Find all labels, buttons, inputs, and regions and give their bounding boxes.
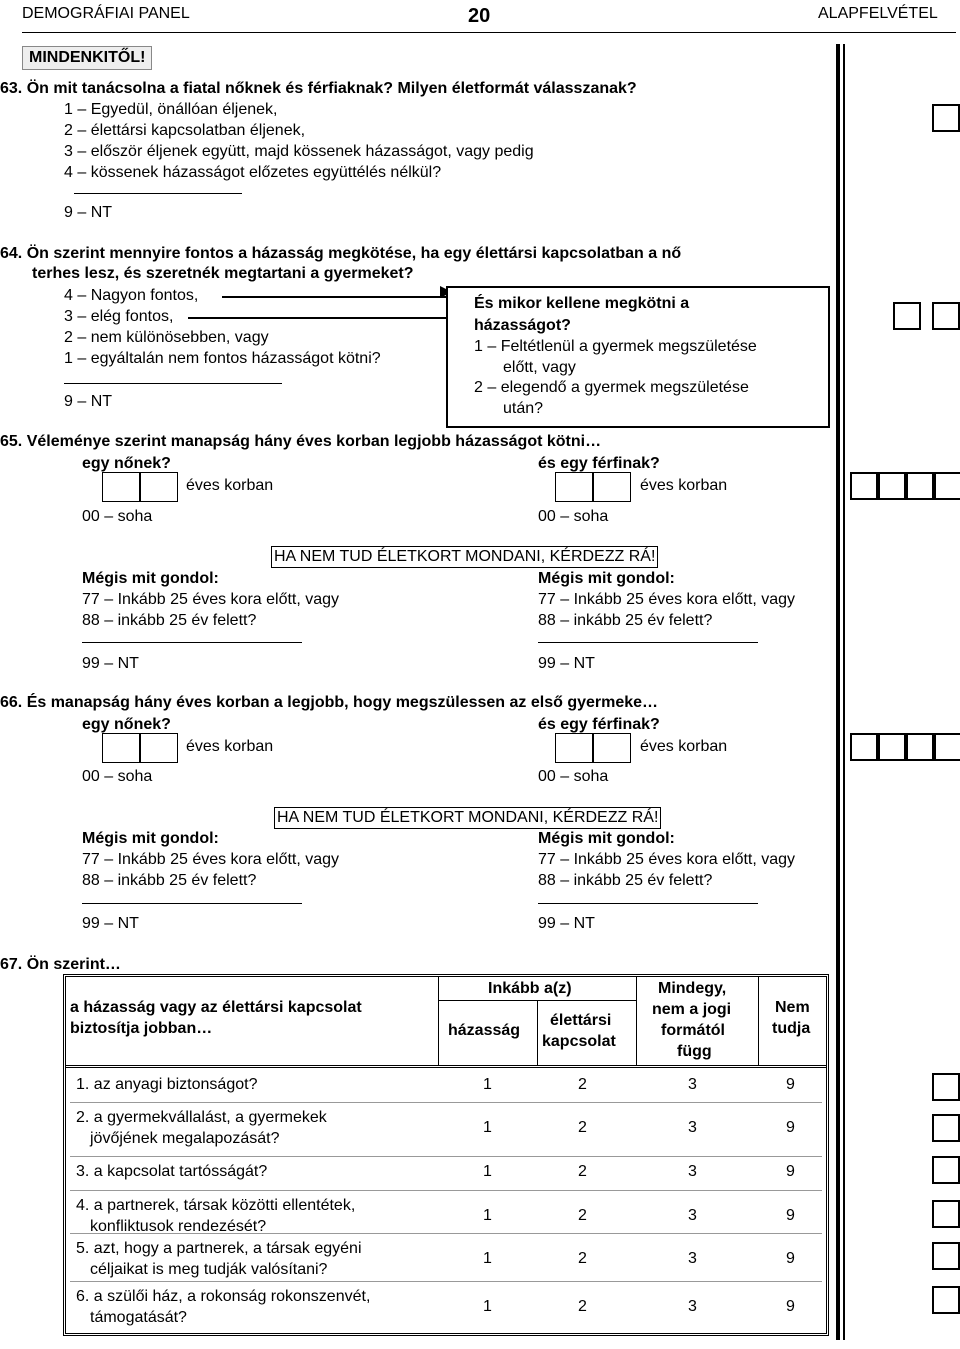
q65-women-digit-2[interactable] [140, 472, 178, 502]
q67-col-nemtudja-1: Nem [775, 999, 810, 1016]
q66-men-opt88: 88 – inkább 25 év felett? [538, 872, 713, 889]
q67-row-code[interactable]: 3 [688, 1298, 697, 1315]
followup-title-1: És mikor kellene megkötni a [474, 295, 690, 312]
margin-rule-thin [843, 44, 845, 1340]
q67-row-label-cont: konfliktusok rendezését? [90, 1218, 267, 1235]
followup-option-1a: 1 – Feltétlenül a gyermek megszületése [474, 338, 757, 355]
margin-rule-thick [836, 44, 840, 1340]
q67-row5-answer-box[interactable] [932, 1242, 960, 1270]
q66-women-probe: Mégis mit gondol: [82, 830, 219, 847]
q67-row-code[interactable]: 9 [786, 1119, 795, 1136]
q65-men-probe: Mégis mit gondol: [538, 570, 675, 587]
q67-row-code[interactable]: 3 [688, 1207, 697, 1224]
q64-line2: terhes lesz, és szeretnék megtartani a gyermeket? [32, 265, 414, 282]
q65-men-digit-2[interactable] [593, 472, 631, 502]
q65-men-nt: 99 – NT [538, 655, 595, 672]
q65-answer-box-4[interactable] [934, 472, 960, 500]
q67-row-separator [70, 1102, 822, 1103]
q63-option-2: 2 – élettársi kapcsolatban éljenek, [64, 122, 306, 139]
q66-women-nt: 99 – NT [82, 915, 139, 932]
q67-row-code[interactable]: 2 [578, 1250, 587, 1267]
q67-row-code[interactable]: 1 [483, 1207, 492, 1224]
arrow-line-2 [188, 317, 446, 319]
followup-option-2a: 2 – elegendő a gyermek megszületése [474, 379, 749, 396]
q63-option-3: 3 – először éljenek együtt, majd kössenek házasságot, vagy pedig [64, 143, 534, 160]
q65-women-nt: 99 – NT [82, 655, 139, 672]
q67-col-sep-1 [438, 977, 439, 1065]
q65-answer-box-2[interactable] [878, 472, 906, 500]
q66-men-divider [538, 903, 758, 904]
q66-men-digit-1[interactable] [555, 733, 593, 763]
q63-nt: 9 – NT [64, 204, 113, 221]
q67-row-code[interactable]: 9 [786, 1076, 795, 1093]
q63-text: 63. Ön mit tanácsolna a fiatal nőknek és férfiaknak? Milyen életformát válasszanak? [0, 80, 637, 97]
header-rule [22, 32, 956, 33]
q67-col-question-1: a házasság vagy az élettársi kapcsolat [70, 999, 362, 1016]
q67-row-code[interactable]: 9 [786, 1163, 795, 1180]
q64-nt: 9 – NT [64, 393, 113, 410]
header-left: DEMOGRÁFIAI PANEL [22, 5, 190, 22]
q67-row-separator [70, 1190, 822, 1191]
q65-men-label: és egy férfinak? [538, 455, 660, 472]
q66-instruction: HA NEM TUD ÉLETKORT MONDANI, KÉRDEZZ RÁ! [274, 807, 661, 829]
q64-option-1: 1 – egyáltalán nem fontos házasságot kötni? [64, 350, 381, 367]
followup-option-2b: után? [503, 400, 544, 417]
q67-header-rule [66, 1065, 826, 1068]
header-right: ALAPFELVÉTEL [818, 5, 938, 22]
q67-row-label: 2. a gyermekvállalást, a gyermekek [76, 1109, 327, 1126]
q67-col-sep-3 [758, 977, 759, 1065]
q65-instruction: HA NEM TUD ÉLETKORT MONDANI, KÉRDEZZ RÁ! [271, 546, 658, 568]
q65-answer-box-1[interactable] [850, 472, 878, 500]
q66-answer-boxes[interactable] [850, 733, 960, 761]
q65-women-opt88: 88 – inkább 25 év felett? [82, 612, 257, 629]
q66-women-opt88: 88 – inkább 25 év felett? [82, 872, 257, 889]
q63-divider [74, 193, 242, 194]
q65-women-probe: Mégis mit gondol: [82, 570, 219, 587]
q67-row-code[interactable]: 2 [578, 1163, 587, 1180]
q67-row-label: 6. a szülői ház, a rokonság rokonszenvét, [76, 1288, 371, 1305]
q64-option-4: 4 – Nagyon fontos, [64, 287, 199, 304]
q66-men-nt: 99 – NT [538, 915, 595, 932]
q67-row-code[interactable]: 9 [786, 1207, 795, 1224]
q66-men-label: és egy férfinak? [538, 716, 660, 733]
q67-row-code[interactable]: 1 [483, 1076, 492, 1093]
q67-row-code[interactable]: 1 [483, 1119, 492, 1136]
q67-row4-answer-box[interactable] [932, 1200, 960, 1228]
q67-row-label-cont: támogatását? [90, 1309, 187, 1326]
q67-row-code[interactable]: 3 [688, 1250, 697, 1267]
q65-men-unit: éves korban [640, 477, 728, 494]
q65-women-opt77: 77 – Inkább 25 éves kora előtt, vagy [82, 591, 340, 608]
q64-answer-box-1[interactable] [893, 302, 921, 330]
q67-row6-answer-box[interactable] [932, 1286, 960, 1314]
arrow-line-1 [222, 296, 446, 298]
q67-row-label: 4. a partnerek, társak közötti ellentétek, [76, 1197, 356, 1214]
q65-women-unit: éves korban [186, 477, 274, 494]
q65-answer-boxes[interactable] [850, 472, 960, 500]
q65-answer-box-3[interactable] [906, 472, 934, 500]
q67-row-code[interactable]: 1 [483, 1250, 492, 1267]
q65-men-opt77: 77 – Inkább 25 éves kora előtt, vagy [538, 591, 796, 608]
q65-women-label: egy nőnek? [82, 455, 171, 472]
q65-men-opt88: 88 – inkább 25 év felett? [538, 612, 713, 629]
q67-row-code[interactable]: 1 [483, 1163, 492, 1180]
q67-row-code[interactable]: 2 [578, 1207, 587, 1224]
q66-answer-box-1[interactable] [850, 733, 878, 761]
q67-row-code[interactable]: 3 [688, 1119, 697, 1136]
q67-row-label-cont: jövőjének megalapozását? [90, 1130, 280, 1147]
q65-women-never: 00 – soha [82, 508, 153, 525]
q67-row-label: 5. azt, hogy a partnerek, a társak egyéni [76, 1240, 362, 1257]
q63-option-1: 1 – Egyedül, önállóan éljenek, [64, 101, 278, 118]
q67-col-elettarsi-2: kapcsolat [542, 1033, 616, 1050]
q67-row-code[interactable]: 2 [578, 1298, 587, 1315]
q66-women-digit-2[interactable] [140, 733, 178, 763]
q66-women-opt77: 77 – Inkább 25 éves kora előtt, vagy [82, 851, 340, 868]
q64-option-2: 2 – nem különösebben, vagy [64, 329, 269, 346]
q67-col-elettarsi-1: élettársi [550, 1012, 612, 1029]
q67-row3-answer-box[interactable] [932, 1156, 960, 1184]
q65-men-never: 00 – soha [538, 508, 609, 525]
q66-men-never: 00 – soha [538, 768, 609, 785]
q67-row-label: 3. a kapcsolat tartósságát? [76, 1163, 268, 1180]
q67-col-mindegy-4: függ [677, 1043, 712, 1060]
q66-women-divider [82, 903, 302, 904]
q64-option-3: 3 – elég fontos, [64, 308, 174, 325]
q67-row2-answer-box[interactable] [932, 1114, 960, 1142]
followup-option-1b: előtt, vagy [503, 359, 576, 376]
q66-answer-box-3[interactable] [906, 733, 934, 761]
q67-row-code[interactable]: 2 [578, 1119, 587, 1136]
q66-women-never: 00 – soha [82, 768, 153, 785]
q64-divider [64, 383, 282, 384]
q67-row-code[interactable]: 9 [786, 1298, 795, 1315]
q67-row-code[interactable]: 1 [483, 1298, 492, 1315]
q67-col-inkabb: Inkább a(z) [488, 980, 572, 997]
q67-row-separator [70, 1233, 822, 1234]
q66-answer-box-2[interactable] [878, 733, 906, 761]
q67-row-code[interactable]: 2 [578, 1076, 587, 1093]
q67-col-question-2: biztosítja jobban… [70, 1020, 213, 1037]
q67-row-code[interactable]: 3 [688, 1163, 697, 1180]
q66-text: 66. És manapság hány éves korban a legjobb, hogy megszülessen az első gyermeke… [0, 694, 659, 711]
q66-women-digit-1[interactable] [102, 733, 140, 763]
q67-text: 67. Ön szerint… [0, 956, 121, 973]
q67-col-sep-inner [537, 1000, 538, 1065]
q67-row1-answer-box[interactable] [932, 1073, 960, 1101]
q65-men-divider [538, 642, 758, 643]
q63-answer-box[interactable] [932, 104, 960, 132]
followup-title-2: házasságot? [474, 317, 571, 334]
q67-row-separator [70, 1156, 822, 1157]
q66-women-unit: éves korban [186, 738, 274, 755]
audience-badge: MINDENKITŐL! [22, 46, 152, 70]
q67-row-code[interactable]: 9 [786, 1250, 795, 1267]
q67-col-sep-2 [636, 977, 637, 1065]
q67-col-mindegy-2: nem a jogi [652, 1001, 732, 1018]
q65-men-digit-1[interactable] [555, 472, 593, 502]
q65-text: 65. Véleménye szerint manapság hány éves korban legjobb házasságot kötni… [0, 433, 602, 450]
q65-women-digit-1[interactable] [102, 472, 140, 502]
q66-men-probe: Mégis mit gondol: [538, 830, 675, 847]
q66-men-unit: éves korban [640, 738, 728, 755]
q63-option-4: 4 – kössenek házasságot előzetes együttélés nélkül? [64, 164, 442, 181]
q64-answer-box-2[interactable] [932, 302, 960, 330]
q65-women-divider [82, 642, 302, 643]
q66-answer-box-4[interactable] [934, 733, 960, 761]
q67-row-separator [70, 1281, 822, 1282]
q66-men-digit-2[interactable] [593, 733, 631, 763]
q67-row-label-cont: céljaikat is meg tudják valósítani? [90, 1261, 328, 1278]
q66-men-opt77: 77 – Inkább 25 éves kora előtt, vagy [538, 851, 796, 868]
q66-women-label: egy nőnek? [82, 716, 171, 733]
q67-col-hazassag: házasság [448, 1022, 521, 1039]
q64-line1: 64. Ön szerint mennyire fontos a házasság megkötése, ha egy élettársi kapcsolatban a nő [0, 245, 682, 262]
q67-col-mindegy-3: formától [661, 1022, 725, 1039]
q67-row-code[interactable]: 3 [688, 1076, 697, 1093]
q67-col-mindegy-1: Mindegy, [658, 980, 727, 997]
q67-row-label: 1. az anyagi biztonságot? [76, 1076, 258, 1093]
q67-col-nemtudja-2: tudja [772, 1020, 811, 1037]
page-number: 20 [468, 5, 491, 27]
